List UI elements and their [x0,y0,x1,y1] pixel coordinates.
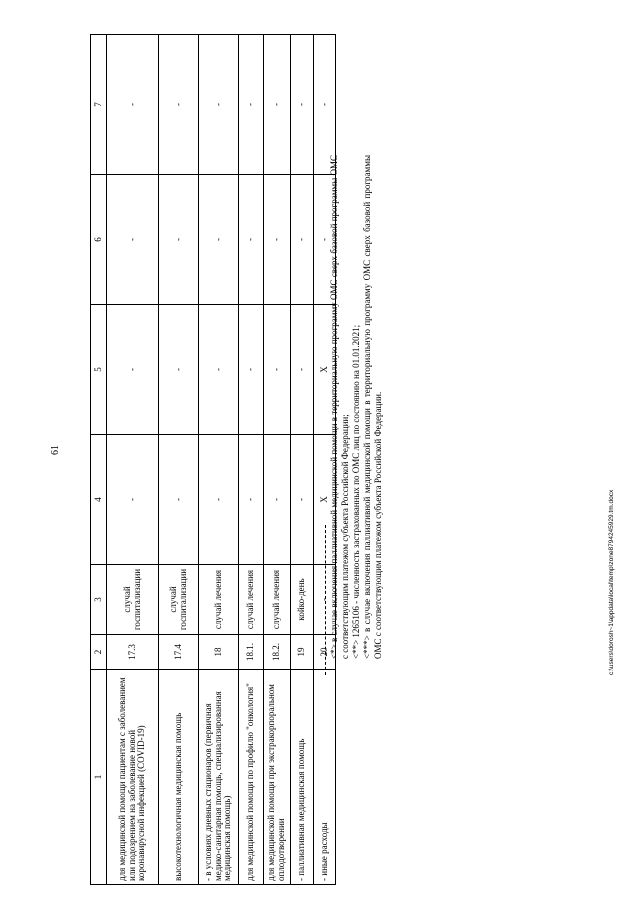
file-path: c:\users\dorosh~1\appdata\local\temp\zone8794245929.tm.docx [608,489,615,675]
row-cell: - [159,175,199,305]
row-cell: - [291,305,314,435]
row-name: для медицинской помощи пациентам с заболеванием или подозрением на заболевание новой коронавирусной инфекцией (COVID-19) [107,670,159,885]
footnote-item: <***> в случае включения паллиативной медицинской помощи в территориальную программу ОМС сверх базовой программы ОМС с соответствующим платежом субъекта Российской Федерации. [362,155,383,659]
row-cell: X [314,435,336,565]
row-name: - паллиативная медицинская помощь [291,670,314,885]
row-cell: - [159,305,199,435]
row-cell: - [107,435,159,565]
header-cell: 4 [91,435,107,565]
row-code: 20 [314,635,336,670]
table-row [199,35,239,885]
row-code: 19 [291,635,314,670]
row-name: - иные расходы [314,670,336,885]
row-cell: - [264,175,291,305]
row-cell: - [107,175,159,305]
header-cell: 3 [91,565,107,635]
row-cell: - [199,305,239,435]
row-cell: - [314,175,336,305]
row-code: 17.3 [107,635,159,670]
row-name: для медицинской помощи при экстракорпоральном оплодотворении [264,670,291,885]
header-cell: 2 [91,635,107,670]
row-cell: - [199,435,239,565]
row-unit: случай лечения [264,565,291,635]
header-cell: 5 [91,305,107,435]
row-cell: - [264,35,291,175]
row-unit: - [314,565,336,635]
table-row [107,35,159,885]
table-row [264,35,291,885]
footnote-rule [325,525,326,675]
volumes-table [90,34,336,885]
table-row [291,35,314,885]
row-cell: - [107,35,159,175]
row-cell: - [159,35,199,175]
row-code: 17.4 [159,635,199,670]
footnote-item: <*> в случае включения паллиативной медицинской помощи в территориальную программу ОМС сверх базовой программы ОМС с соответствующим платежом субъекта Российской Федерации; [329,155,350,659]
row-unit: случай госпитализации [107,565,159,635]
row-unit: койко-день [291,565,314,635]
row-cell: - [314,35,336,175]
footnote-item: <**> 1265106 - численность застрахованных по ОМС лиц по состоянию на 01.01.2021; [351,324,361,659]
row-code: 18 [199,635,239,670]
header-cell: 6 [91,175,107,305]
row-cell: - [291,175,314,305]
row-cell: - [291,35,314,175]
table-row [159,35,199,885]
row-code: 18.1. [239,635,264,670]
row-cell: - [239,305,264,435]
row-cell: - [199,35,239,175]
row-unit: случай лечения [239,565,264,635]
footnotes [325,155,384,675]
row-cell: - [159,435,199,565]
row-cell: - [239,175,264,305]
row-name: для медицинской помощи по профилю "онкология" [239,670,264,885]
row-unit: случай лечения [199,565,239,635]
row-cell: - [264,305,291,435]
row-cell: - [239,435,264,565]
row-code: 18.2. [264,635,291,670]
row-cell: - [107,305,159,435]
row-unit: случай госпитализации [159,565,199,635]
row-name: - в условиях дневных стационаров (первичная медико-санитарная помощь, специализированная медицинская помощь) [199,670,239,885]
header-cell: 1 [91,670,107,885]
table-header-row [91,35,107,885]
row-cell: - [199,175,239,305]
row-cell: - [239,35,264,175]
row-cell: - [264,435,291,565]
table-row [239,35,264,885]
header-cell: 7 [91,35,107,175]
row-name: высокотехнологичная медицинская помощь [159,670,199,885]
page-number: 61 [50,445,61,455]
row-cell: X [314,305,336,435]
row-cell: - [291,435,314,565]
